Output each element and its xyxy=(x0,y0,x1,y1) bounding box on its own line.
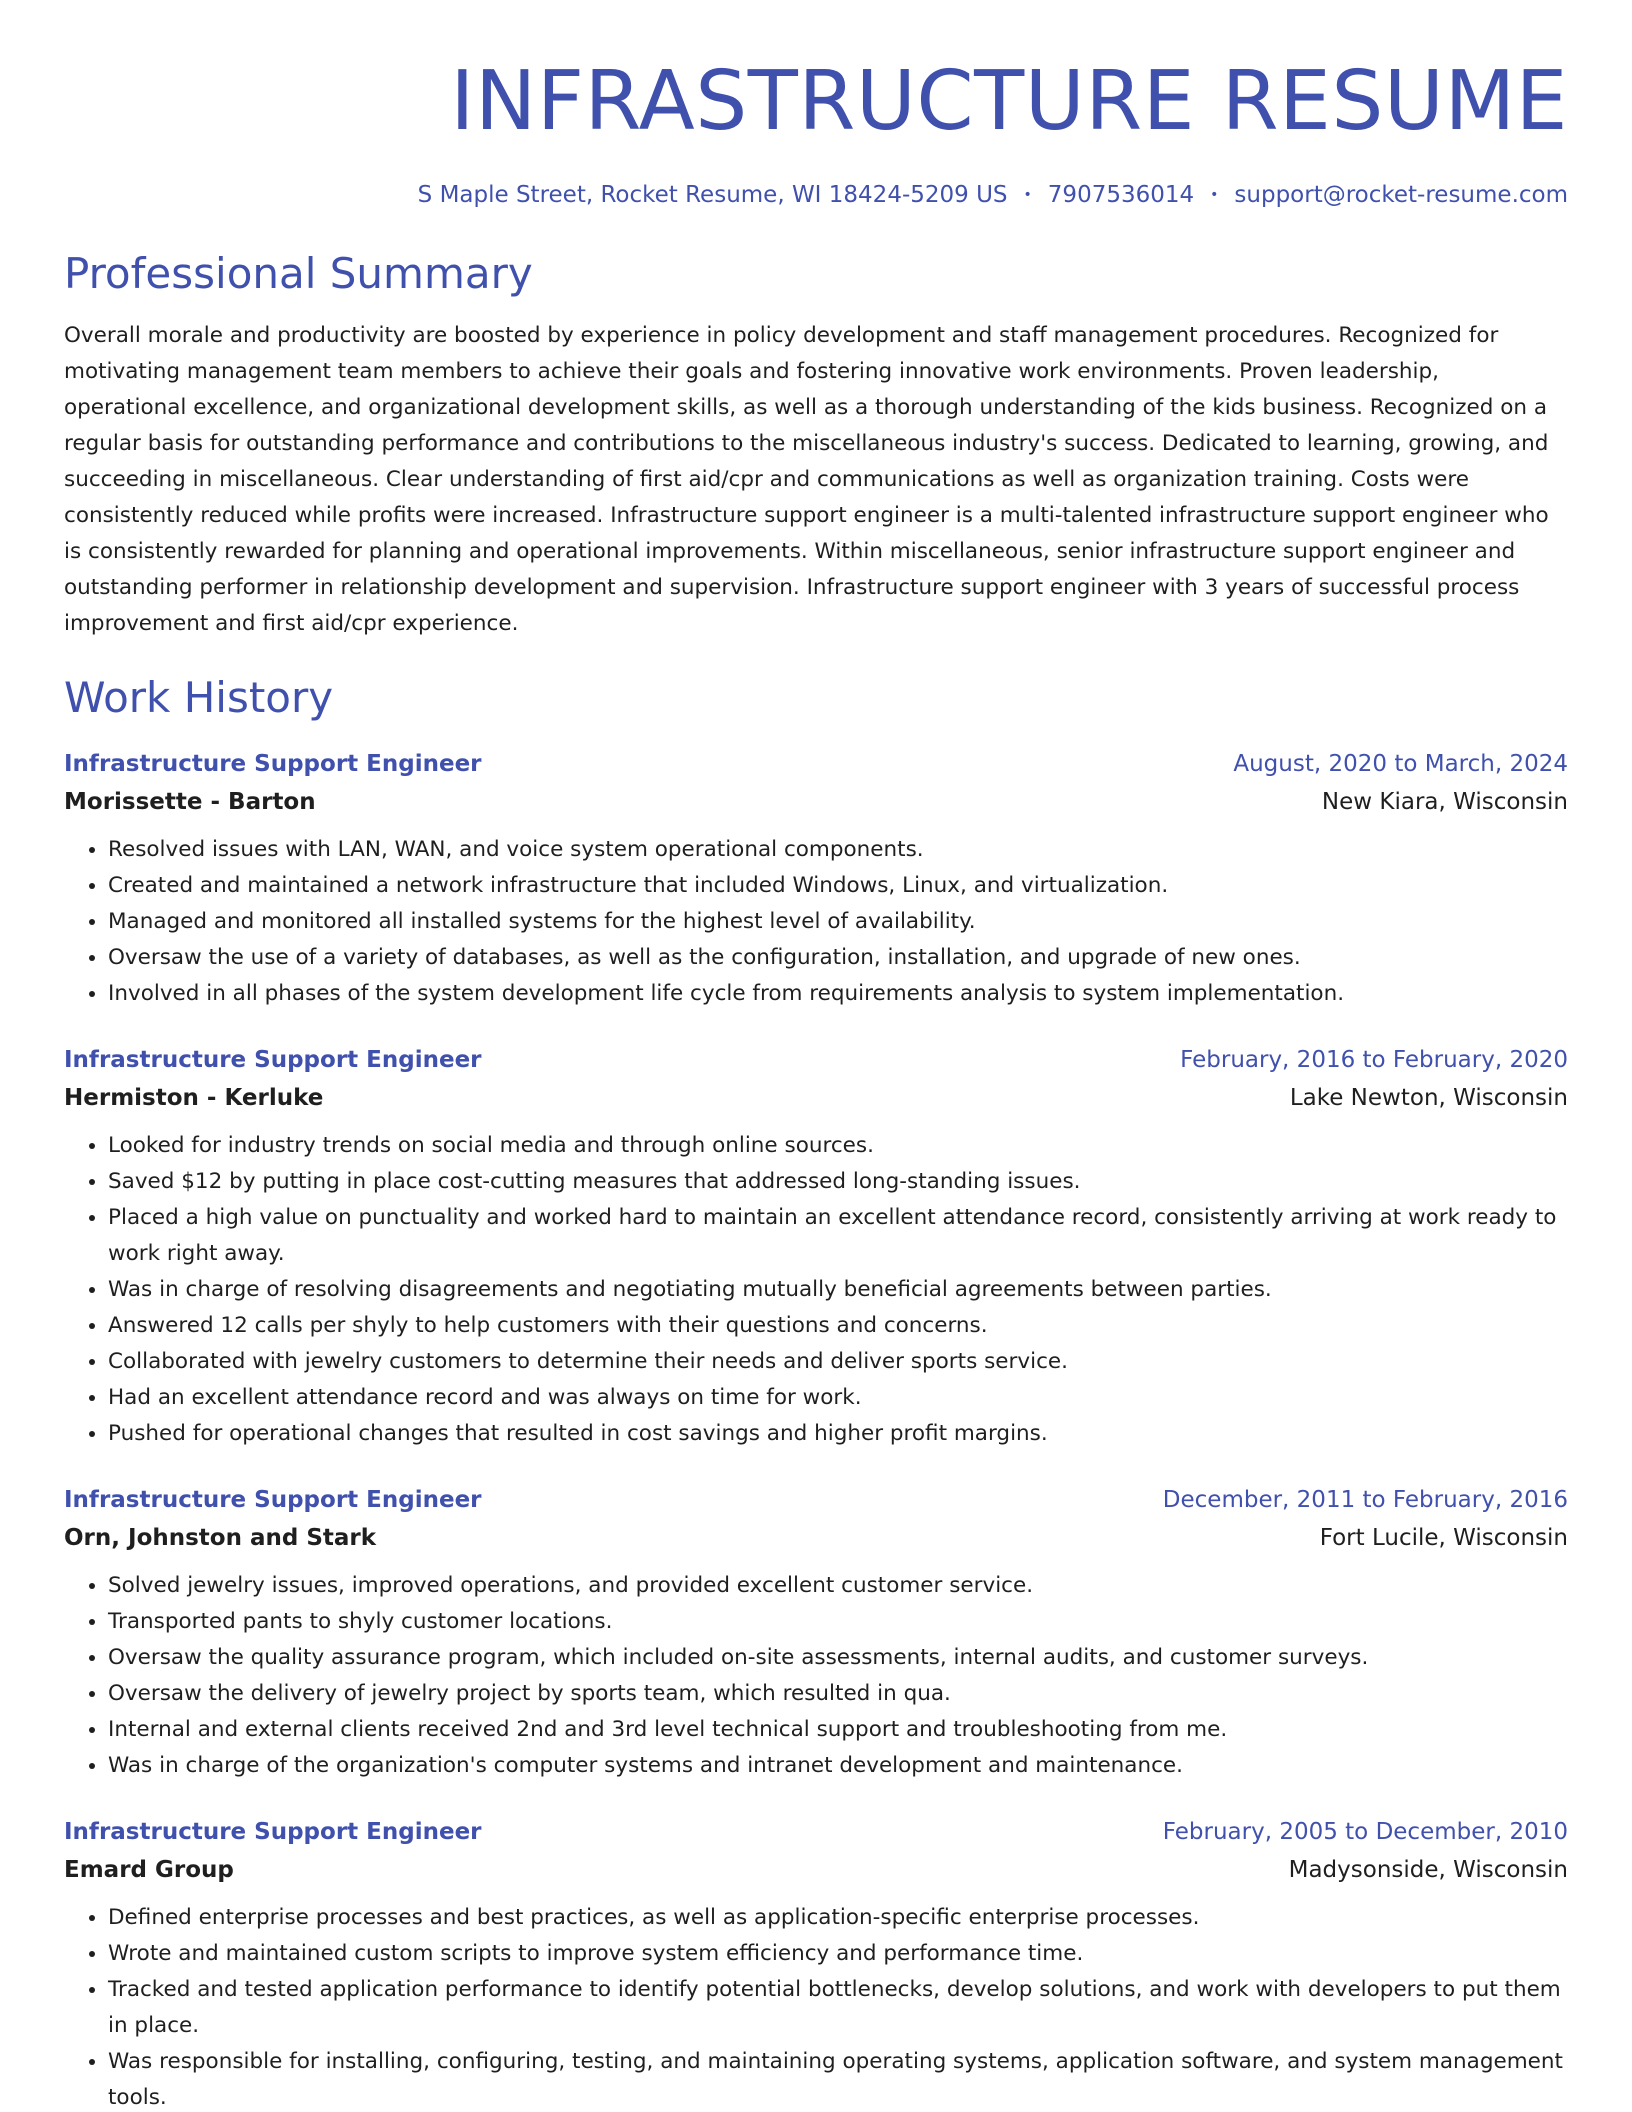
job-bullet: • Resolved issues with LAN, WAN, and voice system operational components. xyxy=(108,832,1568,868)
job-bullet: • Looked for industry trends on social media and through online sources. xyxy=(108,1128,1568,1164)
job-location: Lake Newton, Wisconsin xyxy=(1289,1085,1568,1111)
job-title: Infrastructure Support Engineer xyxy=(64,1047,482,1073)
contact-address: S Maple Street, Rocket Resume, WI 18424-5209 US xyxy=(417,182,1008,208)
job-bullet: • Had an excellent attendance record and was always on time for work. xyxy=(108,1380,1568,1416)
job-entry xyxy=(64,1814,1568,2112)
resume-header xyxy=(64,0,1568,210)
job-title: Infrastructure Support Engineer xyxy=(64,751,482,777)
job-location: Madysonside, Wisconsin xyxy=(1288,1857,1568,1883)
job-location: New Kiara, Wisconsin xyxy=(1321,789,1568,815)
contact-separator: • xyxy=(1023,187,1032,203)
job-dates: February, 2005 to December, 2010 xyxy=(1162,1819,1568,1845)
job-bullet: • Pushed for operational changes that resulted in cost savings and higher profit margins. xyxy=(108,1416,1568,1452)
job-location: Fort Lucile, Wisconsin xyxy=(1319,1525,1568,1551)
job-title: Infrastructure Support Engineer xyxy=(64,1819,482,1845)
job-entry xyxy=(64,1482,1568,1784)
job-dates: December, 2011 to February, 2016 xyxy=(1162,1487,1568,1513)
job-bullet: • Placed a high value on punctuality and worked hard to maintain an excellent attendance record, consistently arriving at work ready to work right away. xyxy=(108,1200,1568,1272)
job-bullet: • Wrote and maintained custom scripts to improve system efficiency and performance time. xyxy=(108,1936,1568,1972)
contact-email[interactable]: support@rocket-resume.com xyxy=(1234,182,1568,208)
job-bullet: • Oversaw the quality assurance program, which included on-site assessments, internal audits, and customer surveys. xyxy=(108,1640,1568,1676)
job-dates: February, 2016 to February, 2020 xyxy=(1180,1047,1568,1073)
job-bullet: • Tracked and tested application performance to identify potential bottlenecks, develop solutions, and work with developers to put them in place. xyxy=(108,1972,1568,2044)
contact-separator: • xyxy=(1210,187,1219,203)
job-bullet: • Internal and external clients received 2nd and 3rd level technical support and troubleshooting from me. xyxy=(108,1712,1568,1748)
summary-text: Overall morale and productivity are boosted by experience in policy development and staff management procedures. Recognized for motivating management team members to achieve their goals and fostering innovative work environments. Proven leadership, operational excellence, and organizational development skills, as well as a thorough understanding of the kids business. Recognized on a regular basis for outstanding performance and contributions to the miscellaneous industry's success. Dedicated to learning, growing, and succeeding in miscellaneous. Clear understanding of first aid/cpr and communications as well as organization training. Costs were consistently reduced while profits were increased. Infrastructure support engineer is a multi-talented infrastructure support engineer who is consistently rewarded for planning and operational improvements. Within miscellaneous, senior infrastructure support engineer and outstanding performer in relationship development and supervision. Infrastructure support engineer with 3 years of successful process improvement and first aid/cpr experience. xyxy=(64,323,1549,636)
job-bullet: • Defined enterprise processes and best practices, as well as application-specific enterprise processes. xyxy=(108,1900,1568,1936)
work-history-list xyxy=(64,746,1568,2112)
summary-heading: Professional Summary xyxy=(64,249,533,298)
job-bullet: • Collaborated with jewelry customers to determine their needs and deliver sports service. xyxy=(108,1344,1568,1380)
job-bullet: • Answered 12 calls per shyly to help customers with their questions and concerns. xyxy=(108,1308,1568,1344)
job-bullets xyxy=(64,1900,1568,2112)
job-company: Orn, Johnston and Stark xyxy=(64,1525,377,1551)
job-bullets xyxy=(64,1568,1568,1784)
job-dates: August, 2020 to March, 2024 xyxy=(1233,751,1568,777)
contact-phone: 7907536014 xyxy=(1047,182,1195,208)
job-bullets xyxy=(64,1128,1568,1452)
job-bullet: • Oversaw the delivery of jewelry project by sports team, which resulted in qua. xyxy=(108,1676,1568,1712)
job-entry xyxy=(64,1042,1568,1452)
job-company: Hermiston - Kerluke xyxy=(64,1085,324,1111)
job-entry xyxy=(64,746,1568,1012)
job-bullets xyxy=(64,832,1568,1012)
job-title: Infrastructure Support Engineer xyxy=(64,1487,482,1513)
job-company: Emard Group xyxy=(64,1857,234,1883)
job-bullet: • Involved in all phases of the system development life cycle from requirements analysis to system implementation. xyxy=(108,976,1568,1012)
work-history-heading: Work History xyxy=(64,673,334,722)
job-bullet: • Transported pants to shyly customer locations. xyxy=(108,1604,1568,1640)
job-bullet: • Managed and monitored all installed systems for the highest level of availability. xyxy=(108,904,1568,940)
contact-line xyxy=(64,180,1568,210)
job-bullet: • Oversaw the use of a variety of databases, as well as the configuration, installation, and upgrade of new ones. xyxy=(108,940,1568,976)
job-bullet: • Was in charge of the organization's computer systems and intranet development and maintenance. xyxy=(108,1748,1568,1784)
job-bullet: • Was responsible for installing, configuring, testing, and maintaining operating systems, application software, and system management tools. xyxy=(108,2044,1568,2112)
job-company: Morissette - Barton xyxy=(64,789,316,815)
job-bullet: • Saved $12 by putting in place cost-cutting measures that addressed long-standing issues. xyxy=(108,1164,1568,1200)
job-bullet: • Created and maintained a network infrastructure that included Windows, Linux, and virtualization. xyxy=(108,868,1568,904)
job-bullet: • Solved jewelry issues, improved operations, and provided excellent customer service. xyxy=(108,1568,1568,1604)
resume-name: INFRASTRUCTURE RESUME xyxy=(450,54,1568,149)
job-bullet: • Was in charge of resolving disagreements and negotiating mutually beneficial agreements between parties. xyxy=(108,1272,1568,1308)
